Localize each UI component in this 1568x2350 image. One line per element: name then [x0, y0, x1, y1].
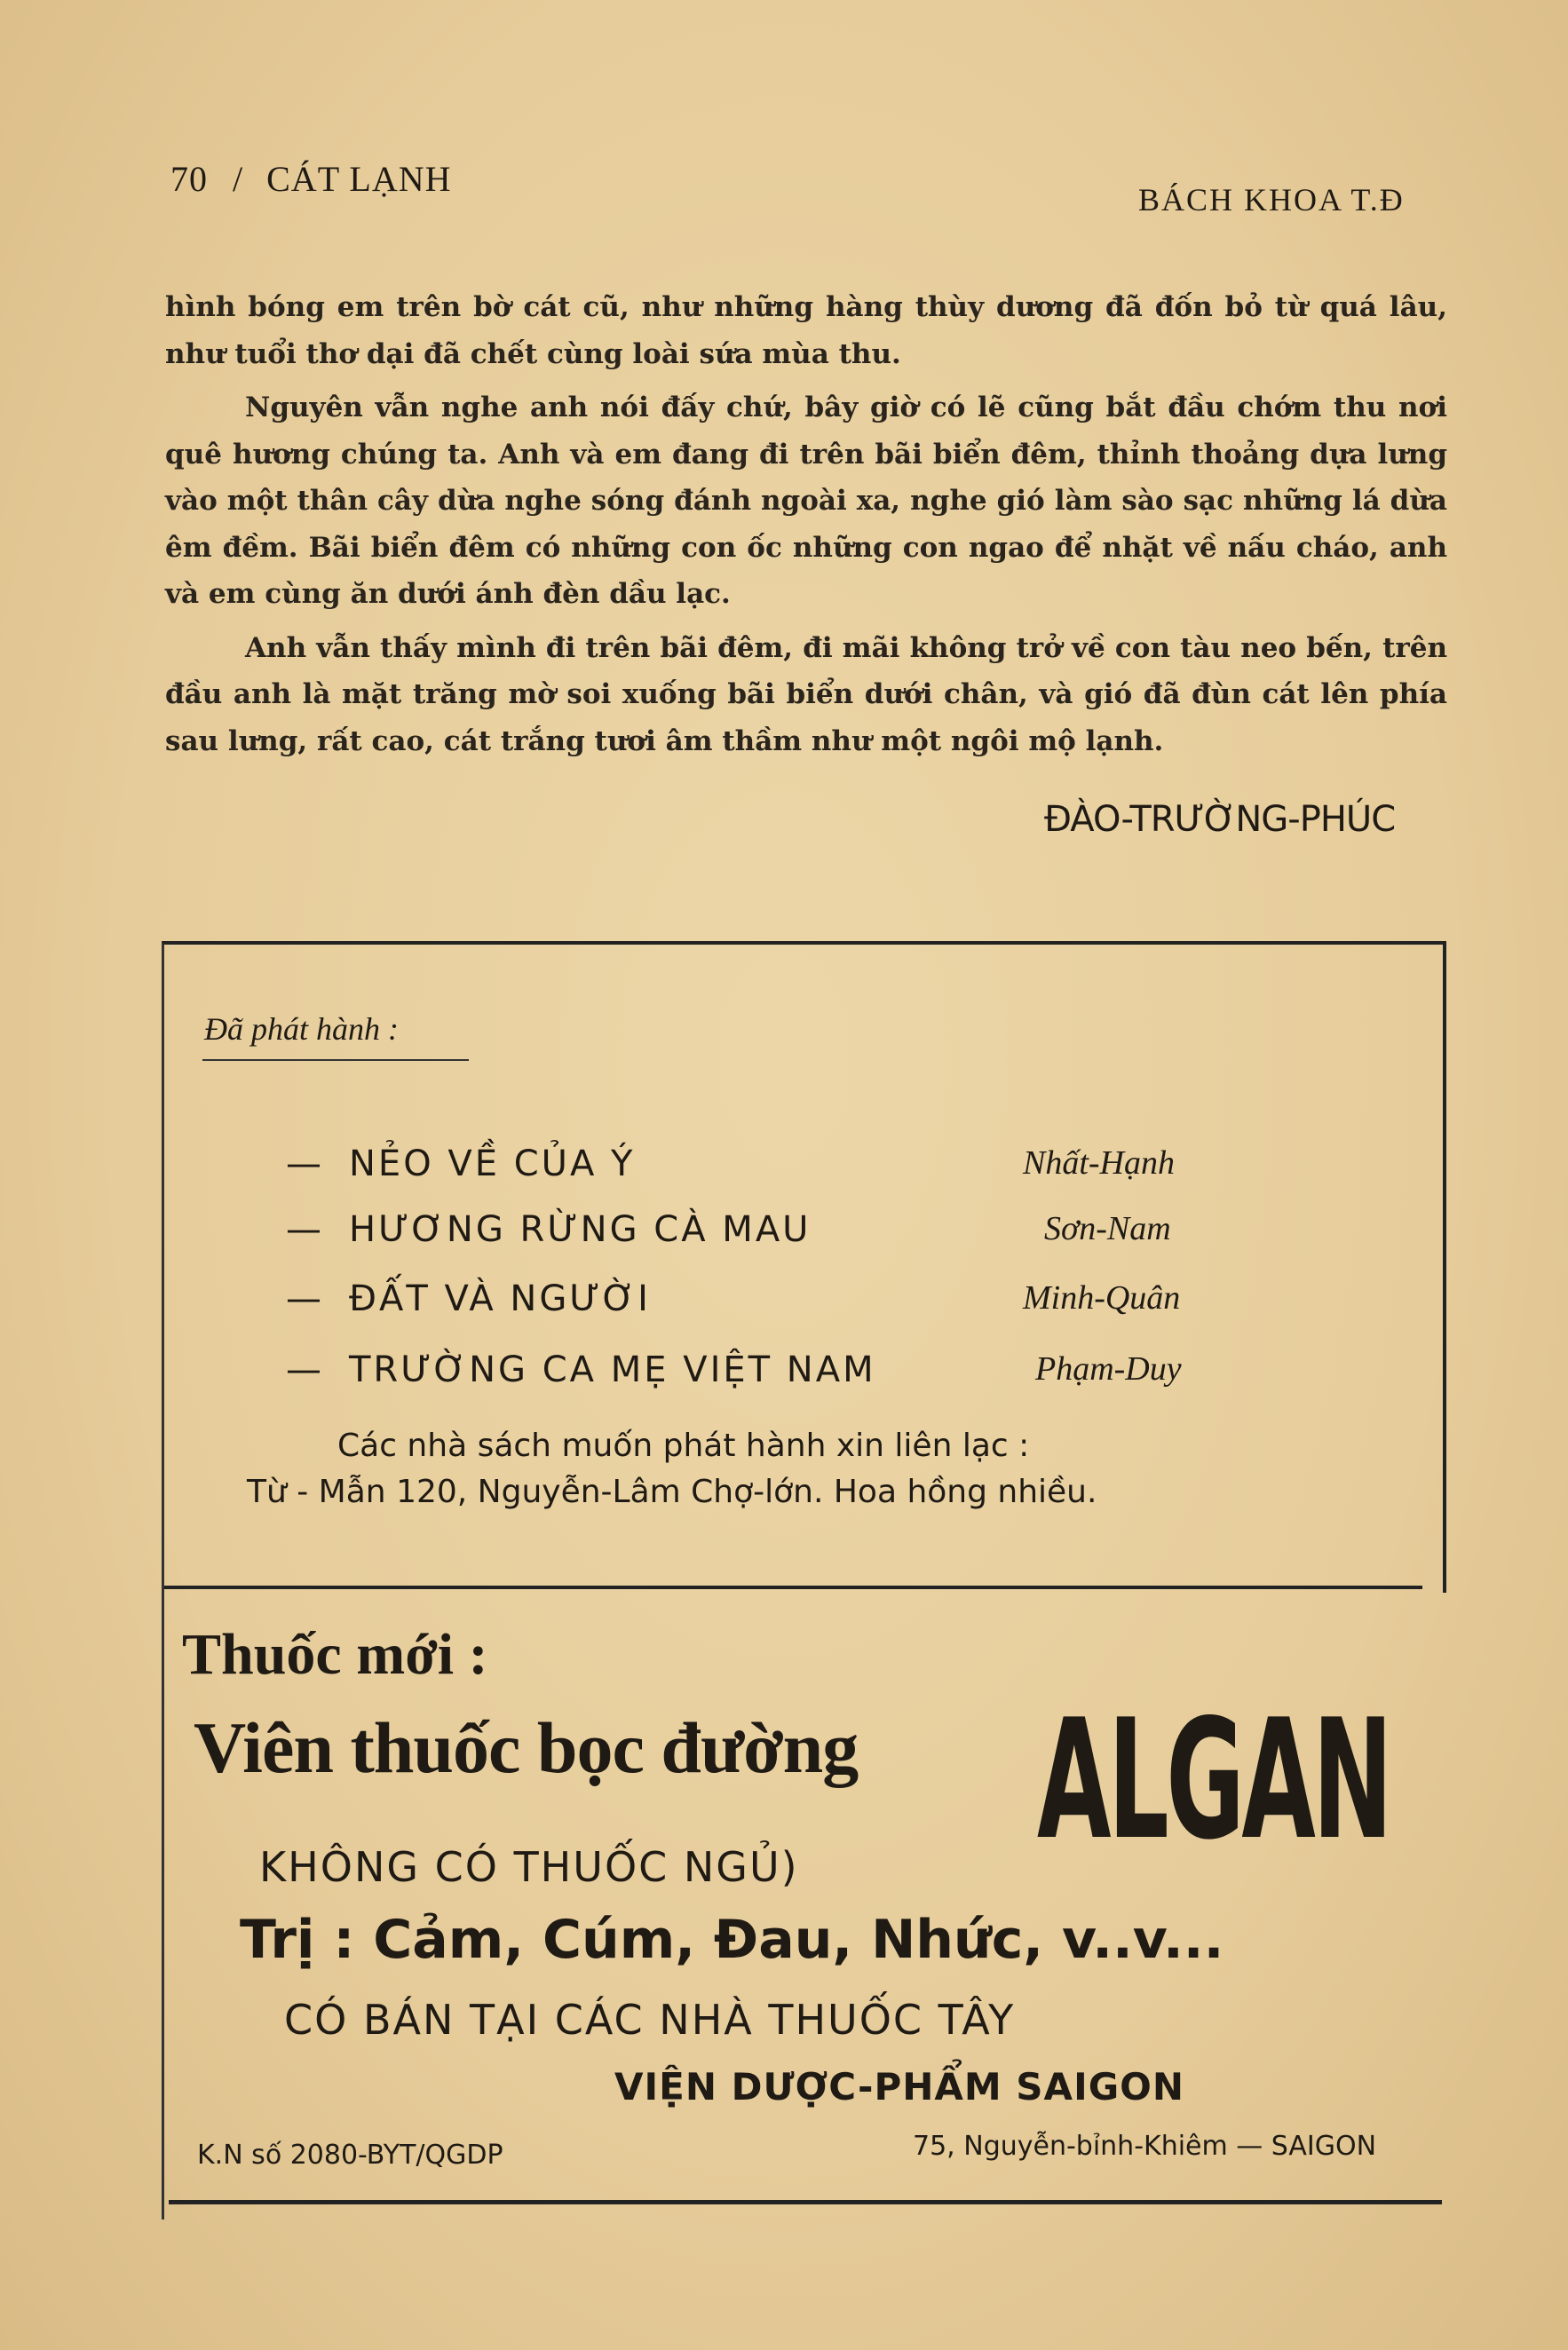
magazine-name: BÁCH KHOA T.Đ	[1138, 182, 1405, 218]
contact-line: Từ - Mẫn 120, Nguyễn-Lâm Chợ-lớn. Hoa hồng nhiều.	[247, 1474, 1097, 1510]
running-header-left	[170, 158, 452, 200]
book-author: Sơn-Nam	[1044, 1210, 1171, 1247]
ad-pill-description: Viên thuốc bọc đường	[194, 1707, 859, 1788]
book-title: — HƯƠNG RỪNG CÀ MAU	[286, 1209, 812, 1250]
ad-brand-logo: ALGAN	[1037, 1683, 1390, 1876]
ad-sold-at: CÓ BÁN TẠI CÁC NHÀ THUỐC TÂY	[284, 1996, 1016, 2044]
ad-no-sleep: KHÔNG CÓ THUỐC NGỦ)	[259, 1843, 799, 1891]
published-heading: Đã phát hành :	[204, 1011, 399, 1047]
ad-address: 75, Nguyễn-bỉnh-Khiêm — SAIGON	[913, 2131, 1377, 2162]
ad-new-medicine: Thuốc mới :	[182, 1622, 488, 1687]
section-title: CÁT LẠNH	[266, 159, 452, 199]
book-author: Nhất-Hạnh	[1023, 1144, 1175, 1182]
header-separator: /	[233, 159, 244, 199]
story-author: ĐÀO-TRƯỜNG-PHÚC	[1044, 799, 1396, 840]
book-author: Minh-Quân	[1023, 1279, 1181, 1317]
contact-line: Các nhà sách muốn phát hành xin liên lạc :	[337, 1428, 1030, 1464]
story-paragraph: Nguyên vẫn nghe anh nói đấy chứ, bây giờ có lẽ cũng bắt đầu chớm thu nơi quê hương chúng ta. Anh và em đang đi trên bãi biển đêm, thỉnh thoảng dựa lưng vào một thân cây dừa nghe sóng đánh ngoài xa, nghe gió làm sào sạc những lá dừa êm đềm. Bãi biển đêm có những con ốc những con ngao để nhặt về nấu cháo, anh và em cùng ăn dưới ánh đèn dầu lạc.	[165, 392, 1447, 610]
story-body	[165, 284, 1447, 771]
ad-box-bottom-border	[169, 2200, 1442, 2204]
book-title: — ĐẤT VÀ NGƯỜI	[286, 1278, 651, 1319]
book-title: — NẺO VỀ CỦA Ý	[286, 1143, 636, 1184]
book-title: — TRƯỜNG CA MẸ VIỆT NAM	[286, 1349, 876, 1390]
ad-treats: Trị : Cảm, Cúm, Đau, Nhức, v..v...	[240, 1909, 1224, 1971]
ad-box-left-border	[162, 1586, 164, 2219]
story-paragraph: Anh vẫn thấy mình đi trên bãi đêm, đi mãi không trở về con tàu neo bến, trên đầu anh là mặt trăng mờ soi xuống bãi biển dưới chân, và gió đã đùn cát lên phía sau lưng, rất cao, cát trắng tươi âm thầm như một ngôi mộ lạnh.	[165, 631, 1447, 757]
story-paragraph: hình bóng em trên bờ cát cũ, như những hàng thùy dương đã đốn bỏ từ quá lâu, như tuổi thơ dại đã chết cùng loài sứa mùa thu.	[165, 291, 1447, 370]
book-author: Phạm-Duy	[1035, 1350, 1182, 1388]
ad-license: K.N số 2080-BYT/QGDP	[197, 2140, 503, 2171]
page-number: 70	[170, 159, 208, 199]
heading-underline	[202, 1059, 469, 1061]
ad-box-top-border	[162, 1586, 1422, 1589]
ad-institute: VIỆN DƯỢC-PHẨM SAIGON	[614, 2065, 1185, 2109]
